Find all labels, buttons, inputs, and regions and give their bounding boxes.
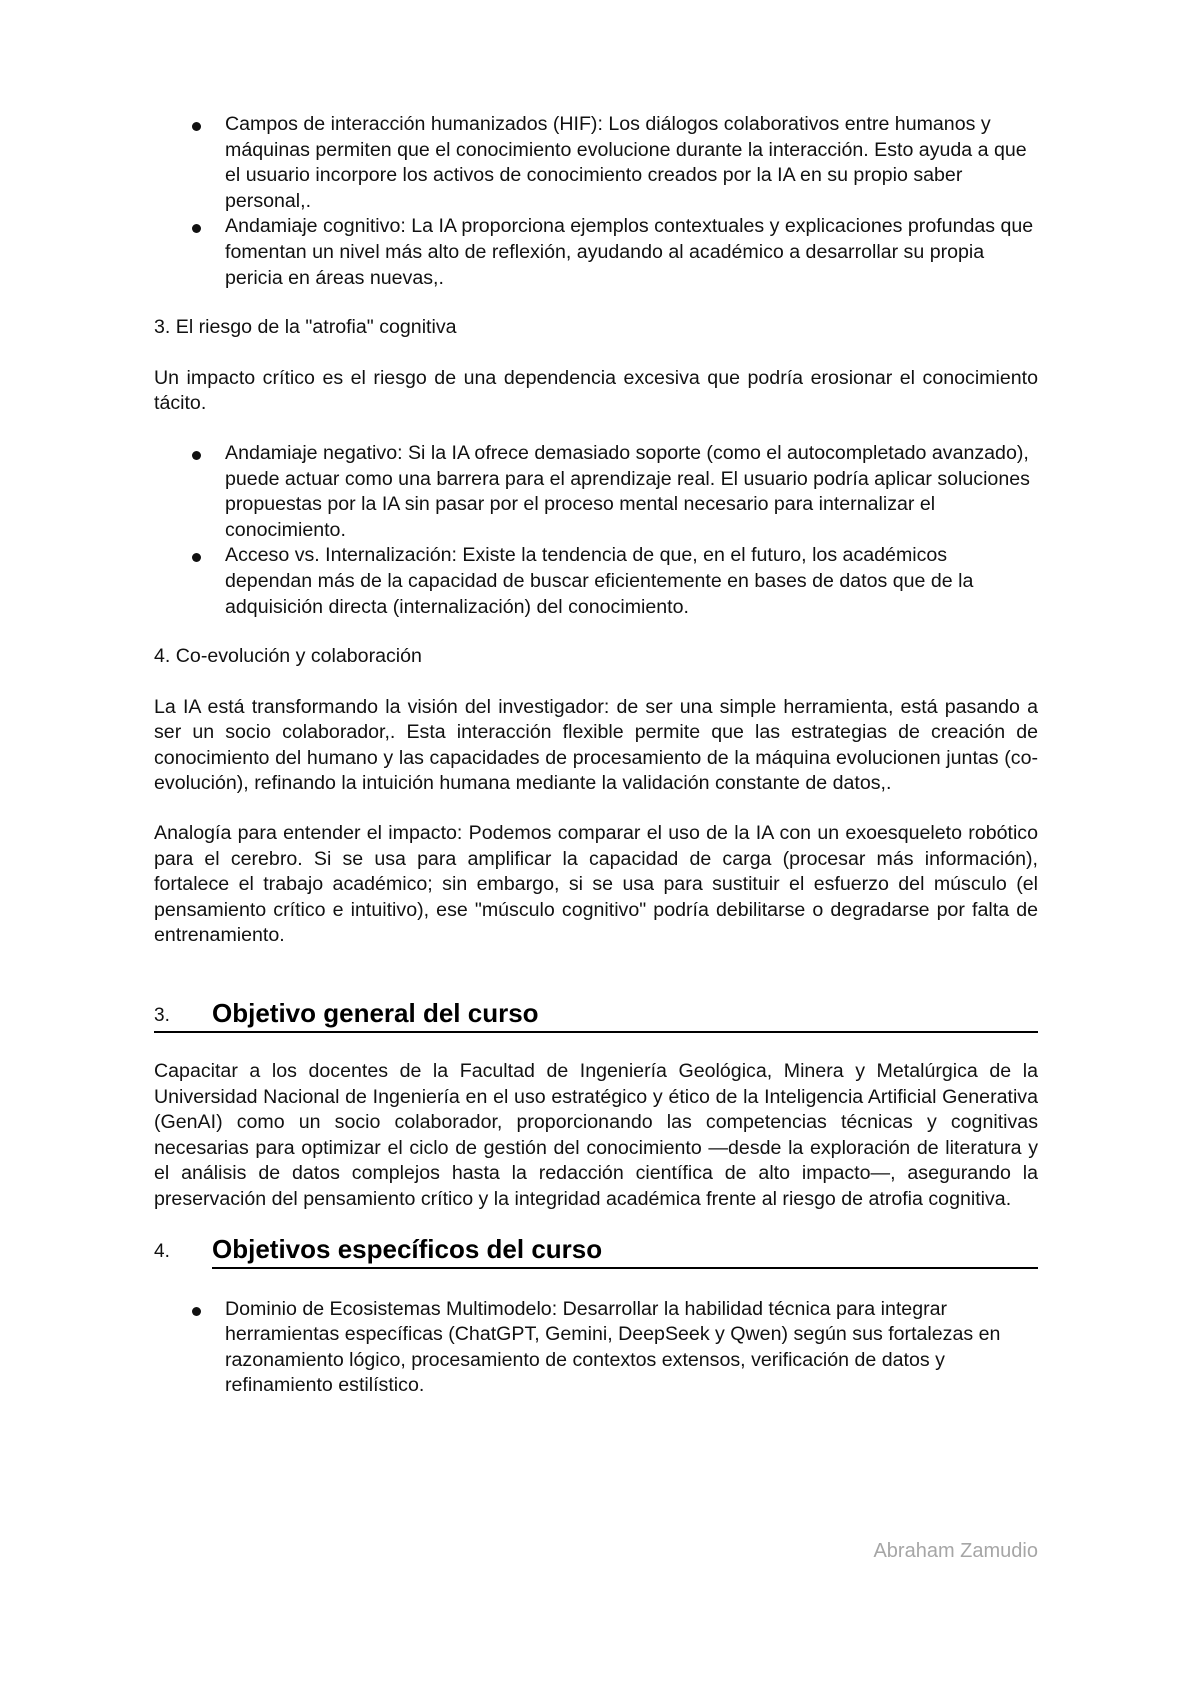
document-page	[154, 112, 1038, 1399]
paragraph-objetivo-general: Capacitar a los docentes de la Facultad de Ingeniería Geológica, Minera y Metalúrgica de la Universidad Nacional de Ingeniería en el uso estratégico y ético de la Inteligencia Artificial Generativa (GenAI) como un socio colaborador, proporcionando las competencias técnicas y cognitivas necesarias para optimizar el ciclo de gestión del conocimiento —desde la exploración de literatura y el análisis de datos complejos hasta la redacción científica de alto impacto—, asegurando la preservación del pensamiento crítico y la integridad académica frente al riesgo de atrofia cognitiva.	[154, 1060, 1038, 1210]
intro-bullet-list	[154, 112, 1038, 291]
atrofia-bullet-list	[154, 441, 1038, 620]
footer-author: Abraham Zamudio	[873, 1540, 1038, 1562]
heading-underline	[154, 1031, 1038, 1033]
list-item	[154, 112, 1038, 214]
subsection-heading-coevolucion: 4. Co-evolución y colaboración	[154, 645, 422, 668]
paragraph-analogia: Analogía para entender el impacto: Podemos comparar el uso de la IA con un exoesqueleto robótico para el cerebro. Si se usa para amplificar la capacidad de carga (procesar más información), fortalece el trabajo académico; sin embargo, si se usa para sustituir el esfuerzo del músculo (el pensamiento crítico e intuitivo), ese "músculo cognitivo" podría debilitarse o degradarse por falta de entrenamiento.	[154, 822, 1038, 947]
list-item-text: Andamiaje cognitivo: La IA proporciona ejemplos contextuales y explicaciones profundas que fomentan un nivel más alto de reflexión, ayudando al académico a desarrollar su propia pericia en áreas nuevas,.	[225, 215, 1034, 289]
list-item	[154, 543, 1038, 620]
list-item-text: Acceso vs. Internalización: Existe la tendencia de que, en el futuro, los académicos dependan más de la capacidad de buscar eficientemente en bases de datos que de la adquisición directa (internalización) del conocimiento.	[225, 544, 974, 618]
bullet-icon	[192, 1307, 201, 1316]
objetivos-especificos-list	[154, 1297, 1038, 1399]
section-title: Objetivos específicos del curso	[212, 1233, 603, 1264]
bullet-icon	[192, 122, 201, 131]
section-heading-objetivos-especificos	[154, 1229, 1038, 1269]
section-title: Objetivo general del curso	[212, 998, 539, 1029]
list-item-text: Campos de interacción humanizados (HIF): Los diálogos colaborativos entre humanos y máquinas permiten que el conocimiento evolucione durante la interacción. Esto ayuda a que el usuario incorpore los activos de conocimiento creados por la IA en su propio saber personal,.	[225, 113, 1027, 212]
section-heading-objetivo-general	[154, 993, 1038, 1033]
bullet-icon	[192, 224, 201, 233]
subsection-heading-atrofia: 3. El riesgo de la "atrofia" cognitiva	[154, 316, 457, 339]
list-item-text: Andamiaje negativo: Si la IA ofrece demasiado soporte (como el autocompletado avanzado), puede actuar como una barrera para el aprendizaje real. El usuario podría aplicar soluciones propuestas por la IA sin pasar por el proceso mental necesario para internalizar el conocimiento.	[225, 441, 1030, 541]
heading-underline	[212, 1267, 1038, 1269]
section-number: 4.	[154, 1240, 170, 1262]
bullet-icon	[192, 553, 201, 562]
paragraph-atrofia: Un impacto crítico es el riesgo de una dependencia excesiva que podría erosionar el conocimiento tácito.	[154, 366, 1038, 415]
list-item	[154, 214, 1038, 291]
list-item-text: Dominio de Ecosistemas Multimodelo: Desarrollar la habilidad técnica para integrar herramientas específicas (ChatGPT, Gemini, DeepSeek y Qwen) según sus fortalezas en razonamiento lógico, procesamiento de contextos extensos, verificación de datos y refinamiento estilístico.	[225, 1297, 1001, 1397]
list-item	[154, 1297, 1038, 1399]
section-number: 3.	[154, 1005, 170, 1027]
list-item	[154, 441, 1038, 543]
paragraph-coevolucion: La IA está transformando la visión del investigador: de ser una simple herramienta, está pasando a ser un socio colaborador,. Esta interacción flexible permite que las estrategias de creación de conocimiento del humano y las capacidades de procesamiento de la máquina evolucionen juntas (co-evolución), refinando la intuición humana mediante la validación constante de datos,.	[154, 695, 1038, 795]
bullet-icon	[192, 451, 201, 460]
